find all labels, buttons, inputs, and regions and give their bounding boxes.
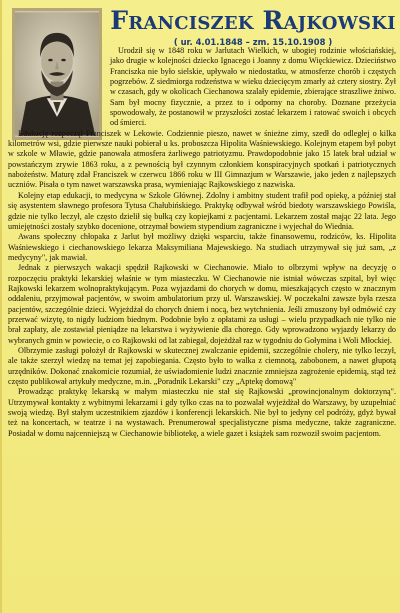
paragraph-3: Kolejny etap edukacji, to medycyna w Szkole Głównej. Zdolny i ambitny student trafił pod opiekę, a później stał się asystentem sławnego profesora Tytusa Chałubińskiego. Praktykę odbywał wśród biedoty warszawskiego Powiśla, gdzie nie tylko leczył, ale często dzielił się bułką czy kopiejkami z pacjentami. Lekarzem został mając 22 lata. Jego umiejętności zostały szybko docenione, otrzymał bowiem stypendium zagraniczne i wyjechał do Wiednia. [8,190,396,231]
paragraph-6: Olbrzymie zasługi położył dr Rajkowski w skutecznej zwalczanie epidemii, szczególnie cholery, nie tylko leczył, ale także szerzył wiedzę na temat jej zapobiegania. Często było to walka z ciemnotą, zabobonem, a nawet głupotą urzędników. Dokonać znakomicie rozumiał, że uświadomienie ludzi znacznie zmniejsza zagrożenie epidemią, stąd też często publikował artykuły medyczne, m.in. „Poradnik Lekarski" czy „Aptekę domową" [8,345,396,386]
paragraph-2: Edukację rozpoczął Franciszek w Lekowie. Codziennie pieszo, nawet w śnieżne zimy, szedł do odległej o kilka kilometrów wsi, gdzie pierwsze nauki pobierał u ks. proboszcza Hipolita Waśniewskiego. Kolejnym etapem był pobyt w szkole w Mławie, gdzie panowała atmosfera żarliwego patriotyzmu. Prawdopodobnie jako 15 latek brał udział w powstańczym zrywie 1863 roku, a z pewnością był czynnym członkiem konspiracyjnych spotkań i patriotycznych nabożeństw. Maturę zdał Franciszek w czerwcu 1866 roku w III Gimnazjum w Warszawie, jako jeden z najlepszych uczniów. Pisała o tym nawet warszawska prasa, wymieniając Rajkowskiego z nazwiska. [8,128,396,190]
paragraph-1: Urodził się w 1848 roku w Jarlutach Wielkich, w ubogiej rodzinie włościańskiej, jako drugie w kolejności dziecko Ignacego i Joanny z domu Więckiewicz. Dzieciństwo Franciszka nie było sielskie, upływało w niedostatku, w atmosferze chorób i częstych pogrzebów. Z siedmiorga rodzeństwa w wieku dziecięcym zmarły aż cztery siostry. Żył w czasach, gdy w okolicach Ciechanowa szalały epidemie, zbierające straszliwe żniwo. Sam był mocny fizycznie, a przez to i odporny na choroby. Doznane przeżycia spowodowały, że postanowił w przyszłości zostać lekarzem i ratować swoich i obcych od śmierci. [110,46,396,128]
life-dates: ( ur. 4.01.1848 – zm. 15.10.1908 ) [173,37,333,47]
paragraph-4: Awans społeczny chłopaka z Jarlut był możliwy dzięki wsparciu, także finansowemu, rodziców, ks. Hipolita Waśniewskiego i ciechanowskiego lekarza Maksymiliana Majewskiego. Na studiach utrzymywał się już sam, „z medycyny", jak mawiał. [8,232,396,262]
paragraph-5: Jednak z pierwszych wakacji spędził Rajkowski w Ciechanowie. Miało to olbrzymi wpływ na decyzję o rozpoczęciu praktyki lekarskiej właśnie w tym miasteczku. W Ciechanowie nie istniał wówczas szpital, był więc Rajkowski lekarzem wolnopraktykującym. Poza wyjazdami do chorych w domu, mieszkających często w znacznym oddaleniu, przyjmował pacjentów, w swoim ambulatorium przy ul. Warszawskiej. W poczekalni zawsze była rzesza pacjentów, szczególnie dzieci. Wyjeżdżał do chorych dniem i nocą, bez wytchnienia. Jeśli zmuszony był odmówić czy przerwać wizytę, to nigdy ludziom biednym. Podobnie było z opłatami za usługi – wielu przypadkach nie tylko nie brał zapłaty, ale zostawiał pieniądze na lekarstwa i wyżywienie dla chorego. Gdy wprowadzono wyjazdy lekarzy do wybranych gmin w powiecie, o co Rajkowski od lat zabiegał, dojeżdżał raz w tygodniu do Gołymina i Woli Młockiej. [8,263,396,345]
page-title: Franciszek Rajkowski [110,6,396,35]
biography-text [8,46,396,439]
paragraph-7: Prowadząc praktykę lekarską w małym miasteczku nie stał się Rajkowski „prowincjonalnym doktorzyną". Utrzymywał kontakty z wybitnymi lekarzami i gdy tylko czas na to pozwalał wyjeżdżał do Warszawy, by uzupełniać swoją wiedzę. Był stałym uczestnikiem zjazdów i konferencji lekarskich. Nie był to jedyny cel podróży, gdyż bywał też na koncertach, w teatrze i na wystawach. Prenumerował specjalistyczne pisma medyczne, także zagraniczne. Posiadał w domu najcenniejszą w Ciechanowie bibliotekę, a wiele gazet i książek sam rozwoził swoim pacjentom. [8,387,396,438]
